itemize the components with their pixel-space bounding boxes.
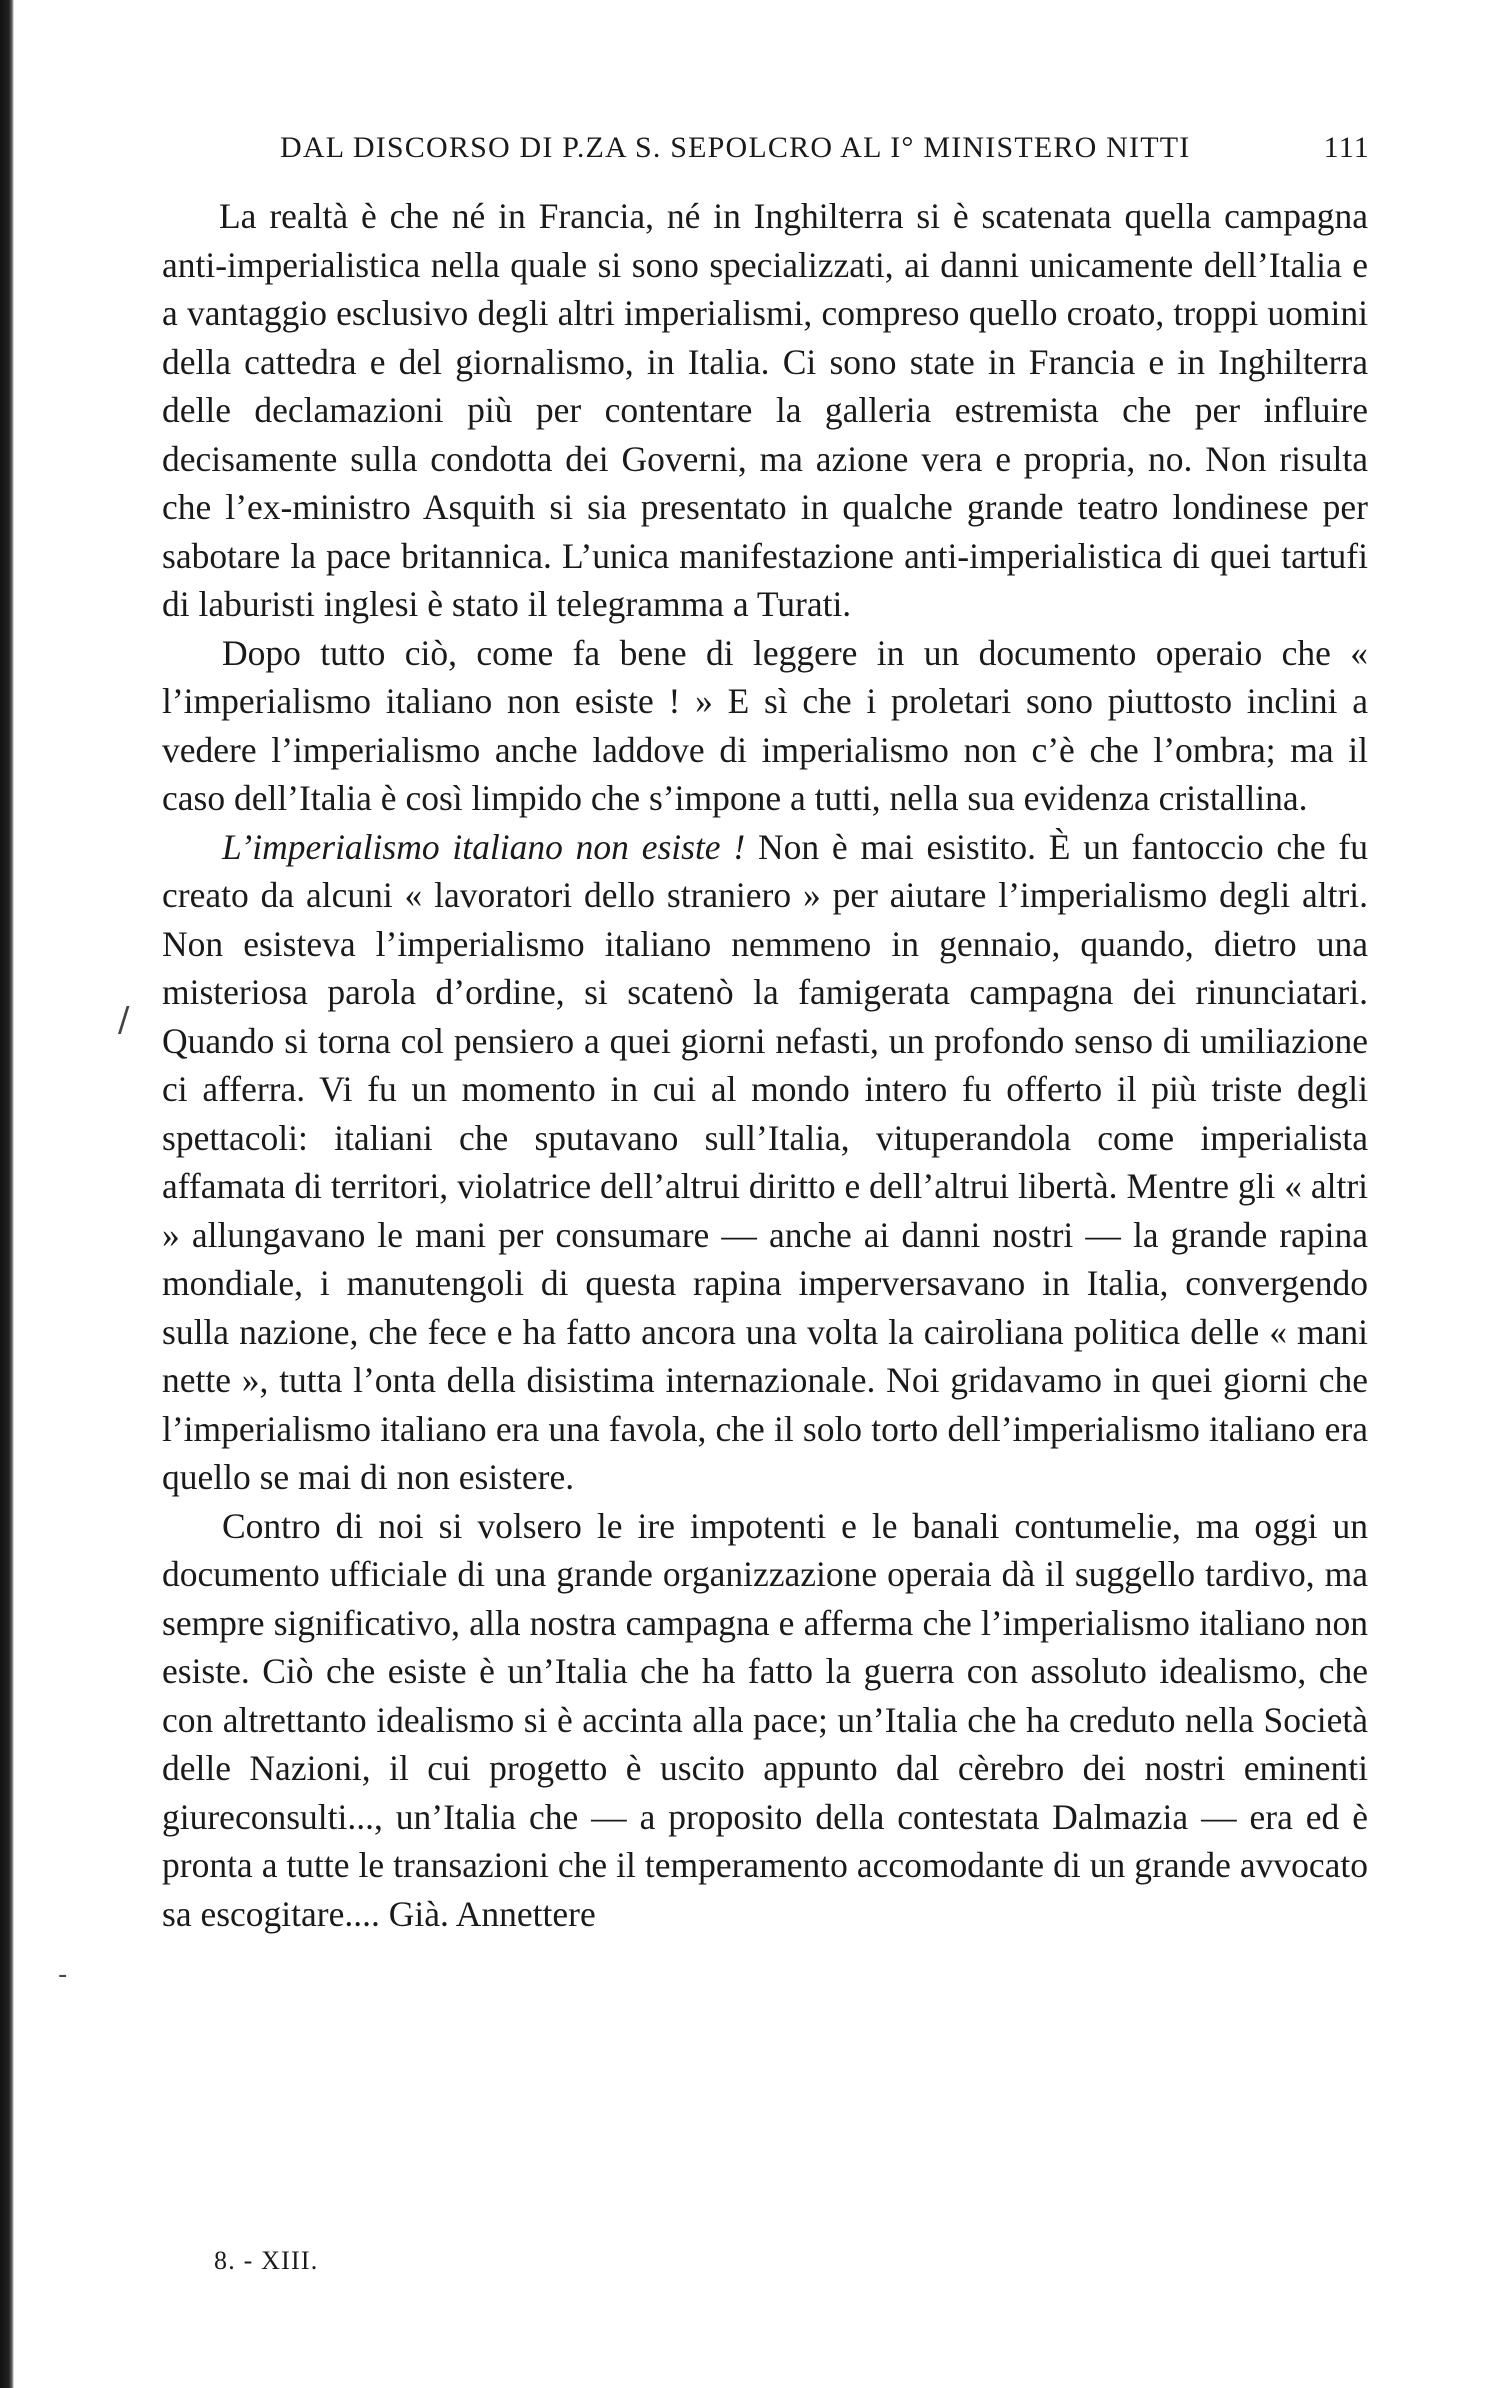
running-header bbox=[280, 128, 1370, 168]
paragraph-4: Contro di noi si volsero le ire impotenti e le banali contumelie, ma oggi un documento ufficiale di una grande organizzazione operaia dà il suggello tardivo, ma sempre significativo, alla nostra campagna e afferma che l’imperialismo italiano non esiste. Ciò che esiste è un’Italia che ha fatto la guerra con assoluto idealismo, che con altrettanto idealismo si è accinta alla pace; un’Italia che ha creduto nella Società delle Nazioni, il cui progetto è uscito appunto dal cèrebro dei nostri eminenti giureconsulti..., un’Italia che — a proposito della contestata Dalmazia — era ed è pronta a tutte le transazioni che il temperamento accomodante di un grande avvocato sa escogitare.... Già. Annettere bbox=[162, 1505, 1368, 1934]
paragraph-3 bbox=[162, 823, 1368, 1502]
margin-slash-mark: / bbox=[118, 1000, 130, 1040]
page-binding-edge bbox=[0, 0, 14, 2388]
paragraph-2: Dopo tutto ciò, come fa bene di leggere in un documento operaio che « l’imperialismo italiano non esiste ! » E sì che i proletari sono piuttosto inclini a vedere l’imperialismo anche laddove di imperialismo non c’è che l’ombra; ma il caso dell’Italia è così limpido che s’impone a tutti, nella sua evidenza cristallina. bbox=[162, 632, 1368, 818]
paragraph-3-text: Non è mai esistito. È un fantoccio che fu creato da alcuni « lavoratori dello straniero » per aiutare l’imperialismo degli altri. Non esisteva l’imperialismo italiano nemmeno in gennaio, quando, dietro una misteriosa parola d’ordine, si scatenò la famigerata campagna dei rinunciatari. Quando si torna col pensiero a quei giorni nefasti, un profondo senso di umiliazione ci afferra. Vi fu un momento in cui al mondo intero fu offerto il più triste degli spettacoli: italiani che sputavano sull’Italia, vituperandola come imperialista affamata di territori, violatrice dell’altrui diritto e dell’altrui libertà. Mentre gli « altri » allungavano le mani per consumare — anche ai danni nostri — la grande rapina mondiale, i manutengoli di questa rapina imperversavano in Italia, convergendo sulla nazione, che fece e ha fatto ancora una volta la cairoliana politica delle « mani nette », tutta l’onta della disistima internazionale. Noi gridavamo in quei giorni che l’imperialismo italiano era una favola, che il solo torto dell’imperialismo italiano era quello se mai di non esistere. bbox=[162, 826, 1368, 1497]
italic-lead: L’imperialismo italiano non esiste ! bbox=[222, 826, 746, 867]
paragraph-1: La realtà è che né in Francia, né in Inghilterra si è scatenata quella campagna anti-imperialistica nella quale si sono specializzati, ai danni unicamente dell’Italia e a vantaggio esclusivo degli altri imperialismi, compreso quello croato, troppi uomini della cattedra e del giornalismo, in Italia. Ci sono state in Francia e in Inghilterra delle declamazioni più per contentare la galleria estremista che per influire decisamente sulla condotta dei Governi, ma azione vera e propria, no. Non risulta che l’ex-ministro Asquith si sia presentato in qualche grande teatro londinese per sabotare la pace britannica. L’unica manifestazione anti-imperialistica di quei tartufi di laburisti inglesi è stato il telegramma a Turati. bbox=[162, 196, 1368, 624]
margin-dash-mark: - bbox=[58, 1960, 68, 1990]
body-text bbox=[162, 192, 1368, 1938]
running-title: DAL DISCORSO DI P.ZA S. SEPOLCRO AL I° MINISTERO NITTI bbox=[280, 131, 1191, 164]
page-number: 111 bbox=[1323, 131, 1370, 164]
signature-mark: 8. - XIII. bbox=[214, 2246, 319, 2275]
